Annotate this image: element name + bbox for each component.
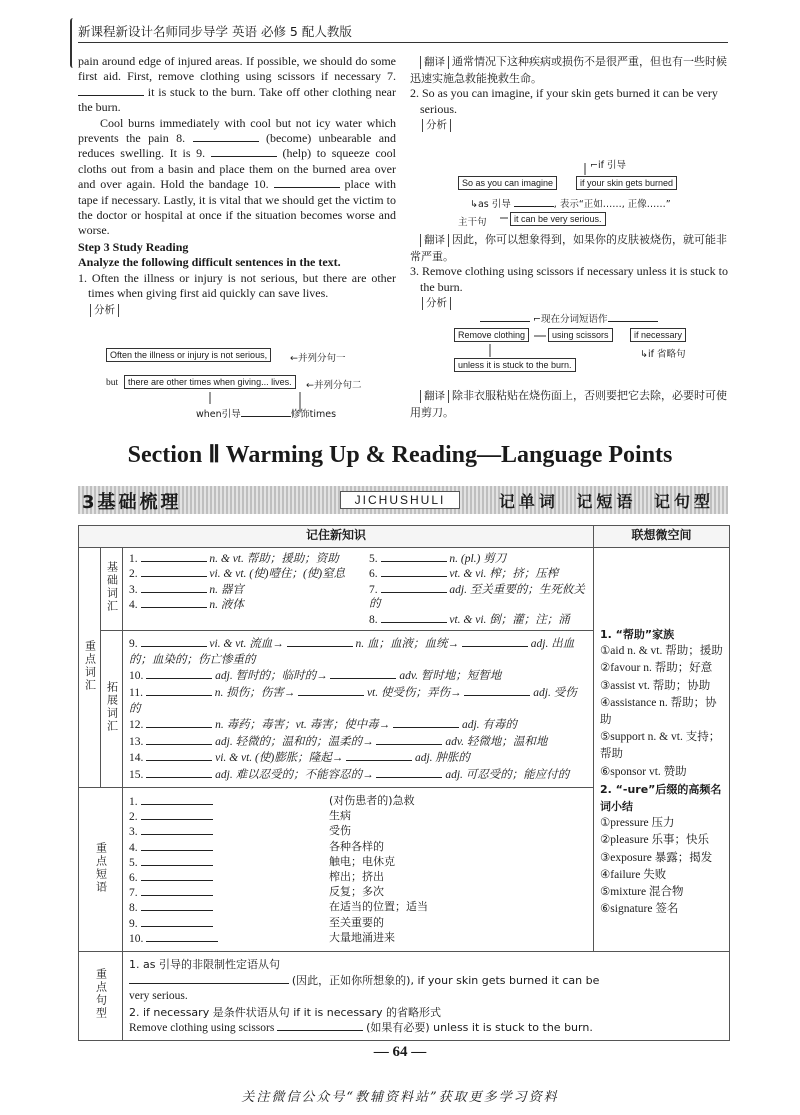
footer-note: 关注微信公众号“教辅资料站”获取更多学习资料 [241, 1090, 559, 1105]
answer-blank[interactable] [141, 916, 213, 927]
phrase-item: 7. 反复；多次 [129, 885, 384, 900]
answer-blank[interactable] [141, 551, 207, 562]
side-note-item: ③assist vt. 帮助；协助 [600, 679, 711, 692]
answer-blank[interactable] [141, 824, 213, 835]
answer-blank[interactable] [141, 870, 213, 881]
answer-blank[interactable] [141, 597, 207, 608]
translation-tag: 翻译 [420, 390, 449, 403]
group-sentence-label: 重点句型 [79, 952, 123, 1041]
knowledge-table [78, 525, 730, 1041]
side-note-item: ④failure 失败 [600, 868, 667, 881]
sentence-pattern-2: 2. if necessary 是条件状语从句 if it is necessary 的省略形式 [129, 1005, 442, 1019]
answer-blank[interactable] [146, 931, 218, 942]
group-vocab-label: 重点词汇 [79, 548, 101, 788]
basic-vocab-item: 3. n. 器官 [129, 583, 244, 596]
analysis-tag: 分析 [422, 119, 451, 132]
diagram-box: Often the illness or injury is not serious, [106, 348, 271, 362]
page-number: — 64 — [373, 1044, 427, 1060]
banner-pinyin: JICHUSHULI [340, 491, 460, 509]
group-phrase-label: 重点短语 [79, 788, 123, 952]
basic-vocab-item: 2. vi. & vt. (使)噎住；(使)窒息 [129, 568, 346, 581]
answer-blank[interactable] [381, 582, 447, 593]
answer-blank[interactable] [277, 1020, 363, 1031]
side-note-item: ②favour n. 帮助；好意 [600, 662, 713, 675]
side-note-item: ⑤mixture 混合物 [600, 886, 684, 899]
diagram-label: when引导 修饰times [196, 406, 336, 420]
diagram-label: ⌐if 引导 [590, 160, 626, 171]
basic-vocab-item: 5. n. (pl.) 剪刀 [369, 553, 507, 565]
diagram-label: ↳if 省略句 [640, 349, 686, 360]
phrase-item: 3. 受伤 [129, 824, 351, 839]
side-note-item: ⑥sponsor vt. 赞助 [600, 765, 687, 778]
banner-right: 记单词 记短语 记句型 [498, 492, 714, 511]
side-note-item: ②pleasure 乐事；快乐 [600, 834, 709, 847]
phrase-cell [123, 788, 594, 952]
answer-blank[interactable] [141, 794, 213, 805]
sentence-1: 1. Often the illness or injury is not serious, but there are other times when giving first aid quickly can save lives. [78, 270, 396, 301]
answer-blank[interactable] [141, 885, 213, 896]
diagram-box: there are other times when giving... lives. [124, 375, 296, 389]
instruction: Analyze the following difficult sentences in the text. [78, 255, 341, 270]
diagram-box: unless it is stuck to the burn. [454, 358, 576, 372]
answer-blank[interactable] [129, 973, 289, 984]
translation-1: 通常情况下这种疾病或损伤不是很严重，但也有一些时候迅速实施急救能挽救生命。 [410, 55, 727, 85]
basic-vocab-item: 8. vt. & vi. 倒；灌；注；涌 [369, 613, 570, 626]
basic-vocab-item: 1. n. & vt. 帮助；援助；资助 [129, 553, 339, 565]
passage-text: (help) to squeeze cool cloths out from a basin and place them on the burned area over and over again. Hold the bandage 10. [78, 146, 396, 192]
banner-title: 3基础梳理 [82, 492, 182, 513]
side-heading: 1. “帮助”家族 [600, 628, 675, 641]
page-header: 新课程新设计名师同步导学 英语 必修 5 配人教版 [78, 24, 352, 39]
side-note-item: ③exposure 暴露；揭发 [600, 851, 713, 864]
diagram-box: using scissors [548, 328, 613, 342]
phrase-item: 4. 各种各样的 [129, 839, 384, 854]
side-note-item: ⑤support n. & vt. 支持；帮助 [600, 731, 721, 761]
side-note-item: ⑥signature 签名 [600, 903, 679, 916]
diagram-box: it can be very serious. [510, 212, 606, 226]
answer-blank[interactable] [141, 809, 213, 820]
passage-text: (become) unbearable and reduces swelling. It is 9. [78, 131, 397, 161]
answer-blank[interactable] [141, 900, 213, 911]
phrase-item: 8. 在适当的位置；适当 [129, 900, 428, 915]
diagram-box: Remove clothing [454, 328, 529, 342]
passage-text: pain around edge of injured areas. If possible, we should do some first aid. First, remove clothing using scissors if necessary 7. [78, 54, 396, 84]
translation-tag: 翻译 [420, 56, 449, 69]
side-heading: 2. “-ure”后缀的高频名词小结 [600, 782, 722, 814]
basics-banner [78, 486, 728, 514]
diagram-3-lines [0, 0, 800, 440]
diagram-box: So as you can imagine [458, 176, 557, 190]
sentence-3: 3. Remove clothing using scissors if necessary unless it is stuck to the burn. [410, 264, 728, 294]
sentence-pattern-1: 1. as 引导的非限制性定语从句 [129, 958, 280, 971]
diagram-label: ⌐现在分词短语作 [480, 311, 658, 325]
passage-text: place with tape if necessary. Lastly, it is vital that we should get the victim to the doctor or hospital at once if the situation becomes worse and worse. [78, 177, 397, 238]
sentence-2: 2. So as you can imagine, if your skin gets burned it can be very serious. [410, 86, 718, 116]
sub-ext-label: 拓展词汇 [101, 631, 123, 788]
right-column-3 [410, 388, 728, 420]
sentence-cell: 1. as 引导的非限制性定语从句 (因此，正如你所想象的), if your skin gets burned it can be very serious. 2. if necessary 是条件状语从句 if it is necessary 的省略形式 Remove clothing using scissors (如果有必要) unless it is stuck to the burn. [123, 952, 730, 1041]
answer-blank[interactable] [141, 840, 213, 851]
sub-basic-label: 基础词汇 [101, 548, 123, 631]
answer-blank[interactable] [381, 612, 447, 623]
side-notes [594, 548, 730, 952]
diagram-but: but [106, 378, 119, 388]
basic-vocab-item: 6. vt. & vi. 榨；挤；压榨 [369, 568, 559, 581]
phrase-item: 6. 榨出；挤出 [129, 870, 384, 885]
answer-blank[interactable] [381, 551, 447, 562]
step-heading: Step 3 Study Reading [78, 239, 189, 254]
basic-vocab-item: 4. n. 液体 [129, 599, 244, 612]
table-head-left: 记住新知识 [79, 526, 594, 548]
phrase-item: 1. (对伤患者的)急救 [129, 794, 415, 808]
answer-blank[interactable] [141, 855, 213, 866]
answer-blank[interactable] [381, 566, 447, 577]
diagram-box: if necessary [630, 328, 686, 342]
analysis-tag: 分析 [422, 297, 451, 310]
passage-text: Cool burns immediately with cool but not icy water which prevents the pain 8. [78, 115, 396, 146]
diagram-label: ←并列分句二 [306, 380, 362, 391]
answer-blank[interactable] [141, 566, 207, 577]
phrase-item: 5. 触电；电休克 [129, 854, 395, 869]
basic-vocab-item: 7. adj. 至关重要的；生死攸关的 [369, 583, 585, 611]
translation-tag: 翻译 [420, 234, 449, 247]
analysis-tag: 分析 [90, 304, 119, 317]
side-note-item: ④assistance n. 帮助；协助 [600, 696, 717, 727]
translation-3: 除非衣服粘贴在烧伤面上，否则要把它去除，必要时可使用剪刀。 [410, 389, 727, 419]
answer-blank[interactable] [141, 582, 207, 593]
translation-2: 因此，你可以想象得到，如果你的皮肤被烧伤，就可能非常严重。 [410, 233, 727, 263]
side-note-item: ①pressure 压力 [600, 817, 675, 830]
side-note-item: ①aid n. & vt. 帮助；援助 [600, 645, 723, 658]
phrase-item: 10. 大量地涌进来 [129, 930, 395, 945]
diagram-label: ←并列分句一 [290, 353, 346, 364]
basic-vocab-cell [123, 548, 594, 631]
diagram-box: if your skin gets burned [576, 176, 677, 190]
section-title: Section Ⅱ Warming Up & Reading—Language Points [127, 442, 673, 468]
diagram-label: ↳as 引导 , 表示“正如……, 正像……” [470, 196, 671, 210]
ext-vocab-cell: 9. vi. & vt. 流血→ n. 血；血液；血统→ adj. 出血的；血染的；伤亡惨重的 10. adj. 暂时的；临时的→ adv. 暂时地；短暂地 11. n. 损伤；伤害→ vt. 使受伤；弄伤→ adj. 受伤的 12. n. 毒药；毒害；vt. 毒害；使中毒→ adj. 有毒的 13. adj. 轻微的；温和的；温柔的→ adv. 轻微地；温和地 14. vi. & vt. (使)膨胀；隆起→ adj. 肿胀的 15. adj. 难以忍受的；不能容忍的→ adj. 可忍受的；能应付的 [123, 631, 594, 788]
diagram-label: 主干句 [458, 217, 487, 228]
phrase-item: 9. 至关重要的 [129, 915, 384, 930]
table-head-right: 联想微空间 [594, 526, 730, 548]
passage-text: it is stuck to the burn. Take off other clothing near the burn. [78, 84, 397, 115]
phrase-item: 2. 生病 [129, 809, 351, 824]
